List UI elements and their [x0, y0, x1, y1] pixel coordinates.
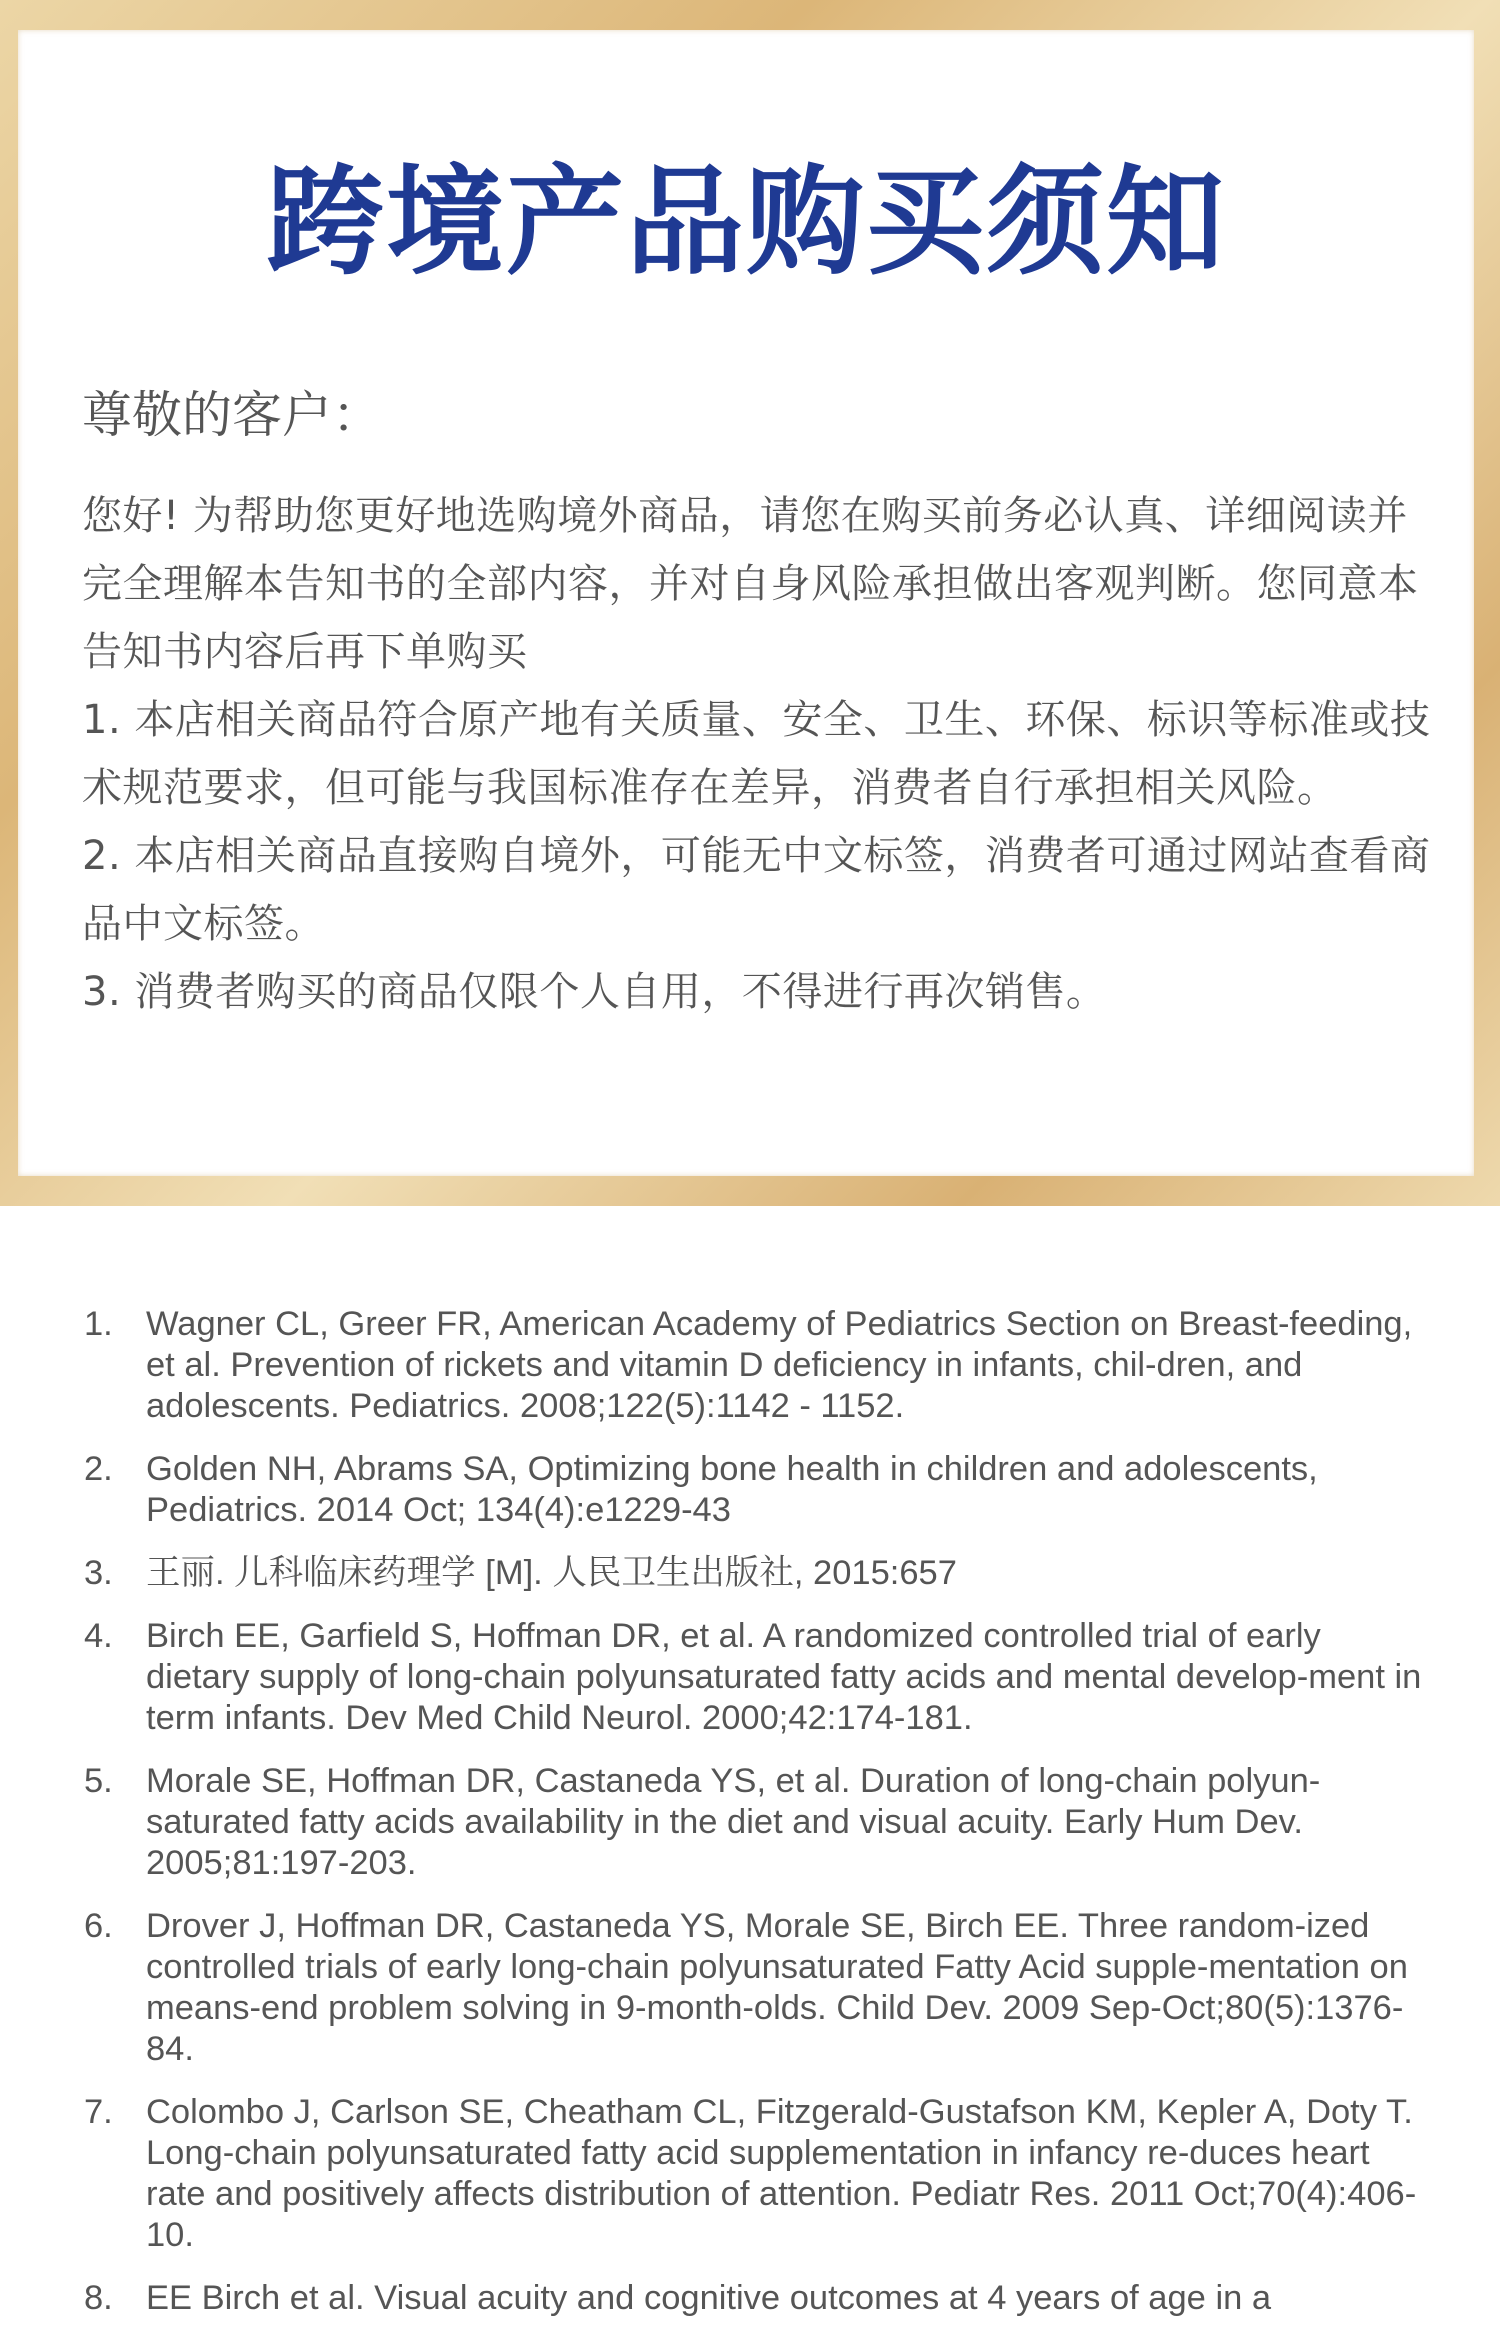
- reference-item: [84, 1616, 1424, 1739]
- notice-body: [82, 482, 1434, 1026]
- reference-text: Drover J, Hoffman DR, Castaneda YS, Morale SE, Birch EE. Three random-ized controlled trials of early long-chain polyunsaturated Fatty Acid supple-mentation on means-end problem solving in 9-month-olds. Child Dev. 2009 Sep-Oct;80(5):1376-84.: [146, 1907, 1408, 2068]
- reference-text: Wagner CL, Greer FR, American Academy of Pediatrics Section on Breast-feeding, et al. Prevention of rickets and vitamin D deficiency in infants, chil-dren, and adolescents. Pediatrics. 2008;122(5):1142 - 1152.: [146, 1305, 1413, 1425]
- reference-number: 6.: [84, 1907, 113, 1945]
- reference-text: Birch EE, Garfield S, Hoffman DR, et al. A randomized controlled trial of early dietary supply of long-chain polyunsaturated fatty acids and mental develop-ment in term infants. Dev Med Child Neurol. 2000;42:174-181.: [146, 1617, 1422, 1737]
- greeting: 尊敬的客户：: [82, 386, 382, 444]
- reference-item: [84, 1906, 1424, 2070]
- reference-text: Colombo J, Carlson SE, Cheatham CL, Fitzgerald-Gustafson KM, Kepler A, Doty T. Long-chain polyunsaturated fatty acid supplementation in infancy re-duces heart rate and positively affects distribution of attention. Pediatr Res. 2011 Oct;70(4):406-10.: [146, 2093, 1417, 2254]
- notice-item: 1. 本店相关商品符合原产地有关质量、安全、卫生、环保、标识等标准或技术规范要求，但可能与我国标准存在差异，消费者自行承担相关风险。: [82, 697, 1431, 811]
- reference-item: [84, 2092, 1424, 2256]
- reference-item: [84, 1761, 1424, 1884]
- notice-intro: 您好! 为帮助您更好地选购境外商品，请您在购买前务必认真、详细阅读并完全理解本告知书的全部内容，并对自身风险承担做出客观判断。您同意本告知书内容后再下单购买: [82, 493, 1419, 675]
- reference-number: 3.: [84, 1554, 113, 1592]
- reference-number: 4.: [84, 1617, 113, 1655]
- reference-text: Morale SE, Hoffman DR, Castaneda YS, et al. Duration of long-chain polyun-saturated fatty acids availability in the diet and visual acuity. Early Hum Dev. 2005;81:197-203.: [146, 1762, 1321, 1882]
- reference-number: 7.: [84, 2093, 113, 2131]
- notice-card: [18, 30, 1474, 1176]
- notice-item: 3. 消费者购买的商品仅限个人自用，不得进行再次销售。: [82, 969, 1107, 1015]
- reference-list: [84, 1304, 1424, 2341]
- reference-number: 5.: [84, 1762, 113, 1800]
- reference-text: 王丽. 儿科临床药理学 [M]. 人民卫生出版社, 2015:657: [146, 1554, 957, 1592]
- reference-item: [84, 1449, 1424, 1531]
- notice-item: 2. 本店相关商品直接购自境外，可能无中文标签，消费者可通过网站查看商品中文标签。: [82, 833, 1431, 947]
- reference-text: Golden NH, Abrams SA, Optimizing bone health in children and adolescents, Pediatrics. 2014 Oct; 134(4):e1229-43: [146, 1450, 1318, 1529]
- reference-item: [84, 1553, 1424, 1594]
- reference-item: [84, 1304, 1424, 1427]
- reference-text: EE Birch et al. Visual acuity and cognitive outcomes at 4 years of age in a: [146, 2279, 1272, 2317]
- reference-number: 2.: [84, 1450, 113, 1488]
- notice-title: 跨境产品购买须知: [265, 153, 1226, 291]
- reference-number: 1.: [84, 1305, 113, 1343]
- reference-number: 8.: [84, 2279, 113, 2317]
- reference-item: [84, 2278, 1424, 2319]
